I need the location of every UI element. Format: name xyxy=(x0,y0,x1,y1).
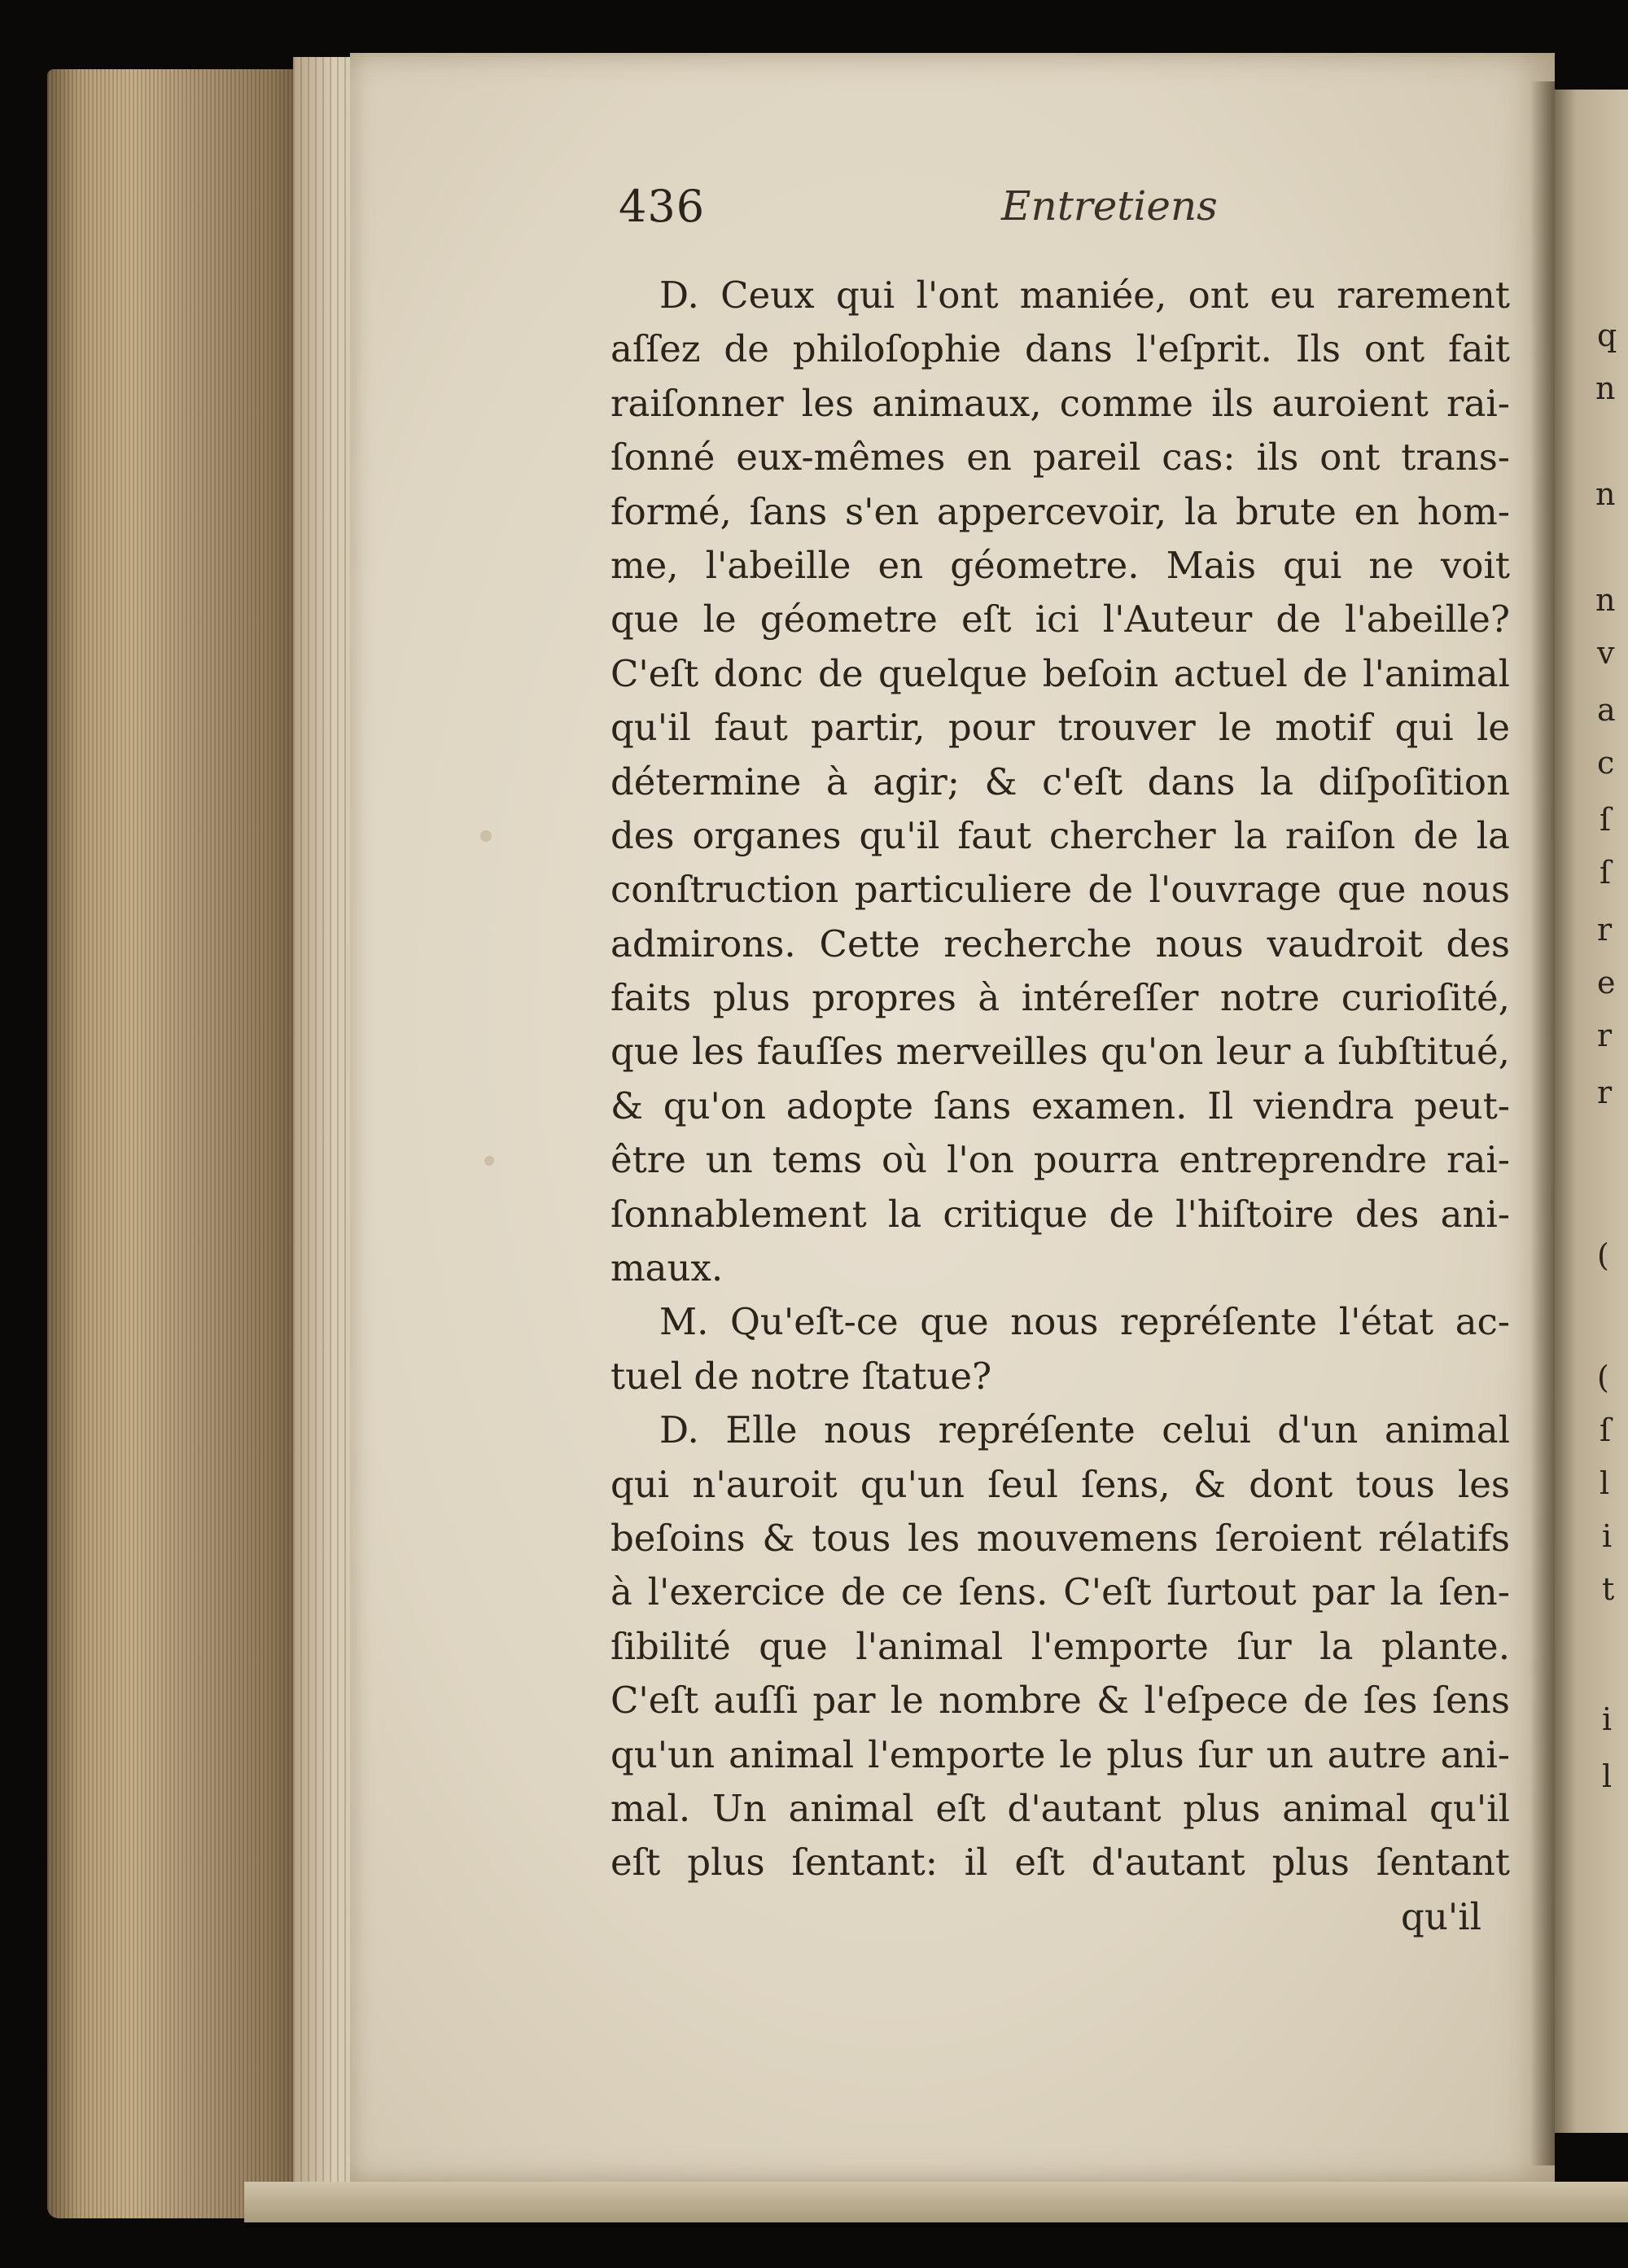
facing-letter: r xyxy=(1597,912,1613,948)
text-line: aſſez de philoſophie dans l'eſprit. Ils ont fait xyxy=(610,327,1510,371)
text-line: que les fauſſes merveilles qu'on leur a ſubſtitué, xyxy=(610,1030,1510,1074)
text-line: & qu'on adopte ſans examen. Il viendra peut- xyxy=(610,1084,1510,1127)
text-line: qu'un animal l'emporte le plus ſur un autre ani- xyxy=(610,1732,1510,1776)
page-number: 436 xyxy=(619,181,706,232)
text-line: qu'il faut partir, pour trouver le motif qui le xyxy=(610,706,1510,750)
text-line: M. Qu'eſt-ce que nous repréſente l'état ac- xyxy=(659,1300,1510,1344)
catchword: qu'il xyxy=(1401,1894,1481,1938)
facing-letter: r xyxy=(1597,1018,1613,1053)
facing-letter: ( xyxy=(1597,1359,1609,1395)
text-line: formé, ſans s'en appercevoir, la brute en hom- xyxy=(610,489,1510,533)
book-bottom-edge xyxy=(244,2182,1628,2222)
facing-letter: i xyxy=(1602,1701,1613,1737)
text-line: eſt plus ſentant: il eſt d'autant plus ſentant xyxy=(610,1841,1510,1885)
facing-letter: t xyxy=(1602,1571,1615,1607)
body-text xyxy=(610,269,1510,1944)
facing-letter: ſ xyxy=(1600,855,1612,891)
facing-letter: n xyxy=(1595,476,1616,512)
text-line: me, l'abeille en géometre. Mais qui ne voit xyxy=(610,543,1510,587)
facing-letter: q xyxy=(1597,317,1617,353)
text-line: que le géometre eſt ici l'Auteur de l'abeille? xyxy=(610,598,1510,641)
facing-letter: n xyxy=(1595,370,1616,406)
facing-letter: ( xyxy=(1597,1237,1609,1273)
text-line: faits plus propres à intéreſſer notre curioſité, xyxy=(610,976,1510,1020)
text-line: détermine à agir; & c'eſt dans la diſpoſition xyxy=(610,760,1510,803)
facing-letter: e xyxy=(1597,965,1616,1000)
facing-letter: l xyxy=(1602,1758,1613,1794)
text-line: être un tems où l'on pourra entreprendre rai- xyxy=(610,1138,1510,1182)
paper-spot xyxy=(480,830,492,842)
text-line: ſonnablement la critique de l'hiſtoire des ani- xyxy=(610,1192,1510,1236)
text-line: beſoins & tous les mouvemens ſeroient rélatifs xyxy=(610,1516,1510,1560)
text-line: admirons. Cette recherche nous vaudroit des xyxy=(610,922,1510,965)
text-line: des organes qu'il faut chercher la raiſon de la xyxy=(610,813,1510,857)
facing-letter: v xyxy=(1597,635,1615,671)
text-line: ſibilité que l'animal l'emporte ſur la plante. xyxy=(610,1624,1510,1668)
running-title: Entretiens xyxy=(1001,182,1218,230)
facing-page-sliver xyxy=(1555,90,1628,2133)
text-line: conſtruction particuliere de l'ouvrage que nous xyxy=(610,868,1510,912)
text-line: ſonné eux-mêmes en pareil cas: ils ont trans- xyxy=(610,436,1510,479)
text-line: maux. xyxy=(610,1246,724,1290)
facing-letter: ſ xyxy=(1600,802,1612,838)
text-line: mal. Un animal eſt d'autant plus animal qu'il xyxy=(610,1786,1510,1830)
text-line: qui n'auroit qu'un ſeul ſens, & dont tous les xyxy=(610,1462,1510,1506)
facing-letter: n xyxy=(1595,582,1616,618)
text-line: raiſonner les animaux, comme ils auroient rai- xyxy=(610,381,1510,425)
text-line: D. Elle nous repréſente celui d'un animal xyxy=(659,1408,1510,1452)
facing-letter: l xyxy=(1600,1465,1610,1501)
text-line: D. Ceux qui l'ont maniée, ont eu rarement xyxy=(659,274,1510,317)
text-line: C'eſt donc de quelque beſoin actuel de l'animal xyxy=(610,651,1510,695)
facing-letter: a xyxy=(1597,692,1616,728)
facing-letter: i xyxy=(1602,1518,1613,1554)
text-line: tuel de notre ſtatue? xyxy=(610,1354,992,1398)
text-line: C'eſt auſſi par le nombre & l'eſpece de ſes ſens xyxy=(610,1679,1510,1723)
facing-letter: r xyxy=(1597,1075,1613,1110)
facing-letter: ſ xyxy=(1600,1412,1612,1448)
facing-letter: c xyxy=(1597,745,1615,781)
text-line: à l'exercice de ce ſens. C'eſt ſurtout par la ſen- xyxy=(610,1570,1510,1614)
running-header xyxy=(619,181,1514,238)
paper-spot xyxy=(484,1156,494,1166)
gutter-shadow xyxy=(1530,81,1555,2165)
book-fore-edge xyxy=(47,69,324,2218)
